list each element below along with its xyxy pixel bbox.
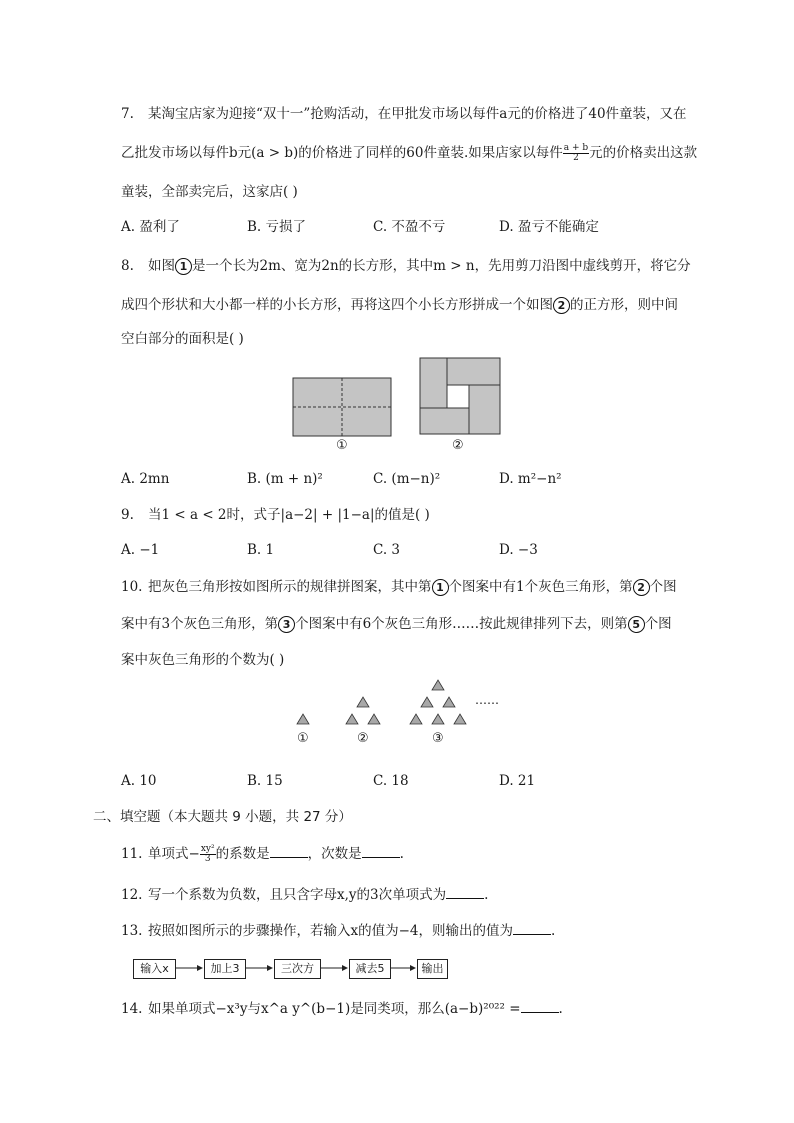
option-d: D. m²−n² [499, 471, 562, 487]
rectangle-figure-1 [293, 378, 391, 436]
q7-line3: 童装，全部卖完后，这家店( ) [121, 184, 298, 200]
figure-label-3: ③ [432, 731, 444, 746]
question-number: 10. [121, 579, 143, 595]
question-number: 14. [121, 1001, 143, 1017]
option-a: A. 盈利了 [121, 219, 180, 235]
flow-step-subtract: 减去5 [349, 959, 391, 979]
answer-blank[interactable] [513, 922, 551, 935]
question-number: 13. [121, 923, 143, 939]
circled-number: 1 [175, 258, 192, 275]
option-c: C. 不盈不亏 [373, 219, 446, 235]
answer-blank[interactable] [270, 845, 308, 858]
option-a: A. 2mn [121, 471, 170, 487]
answer-blank[interactable] [446, 886, 484, 899]
q7-line1: 某淘宝店家为迎接“双十一”抢购活动，在甲批发市场以每件a元的价格进了40件童装，又在 [148, 106, 687, 122]
circled-number: 1 [432, 579, 449, 596]
option-b: B. 亏损了 [247, 219, 307, 235]
circled-number: 2 [553, 297, 570, 314]
option-c: C. (m−n)² [373, 471, 441, 487]
figure-label-1: ① [336, 438, 348, 453]
fraction: $\frac{a + b}{2}$ [563, 143, 589, 163]
question-number: 12. [121, 887, 143, 903]
figure-label-2: ② [452, 438, 464, 453]
pattern-3 [410, 680, 466, 724]
option-d: D. 盈亏不能确定 [499, 219, 599, 235]
flow-step-output: 输出 [417, 959, 448, 979]
ellipsis: …… [475, 693, 499, 707]
option-d: D. −3 [499, 542, 538, 558]
option-c: C. 3 [373, 542, 401, 558]
section-heading: 二、填空题（本大题共 9 小题，共 27 分） [93, 809, 352, 825]
flow-step-cube: 三次方 [274, 959, 321, 979]
option-c: C. 18 [373, 773, 409, 789]
question-number: 8. [121, 258, 134, 274]
flow-step-input: 输入x [133, 959, 176, 979]
question-number: 11. [121, 846, 143, 862]
option-a: A. 10 [121, 773, 157, 789]
option-a: A. −1 [121, 542, 160, 558]
pattern-1 [297, 714, 309, 724]
option-d: D. 21 [499, 773, 536, 789]
answer-blank[interactable] [362, 845, 400, 858]
question-number: 9. [121, 507, 134, 523]
option-b: B. 15 [247, 773, 283, 789]
blank-center [447, 385, 469, 408]
answer-blank[interactable] [521, 1000, 559, 1013]
square-figure-2 [419, 356, 503, 436]
figure-label-1: ① [297, 731, 309, 746]
option-b: B. 1 [247, 542, 275, 558]
circled-number: 3 [278, 616, 295, 633]
option-b: B. (m + n)² [247, 471, 323, 487]
circled-number: 2 [633, 579, 650, 596]
pattern-2 [346, 697, 380, 724]
flow-step-add: 加上3 [204, 959, 246, 979]
figure-label-2: ② [357, 731, 369, 746]
question-number: 7. [121, 106, 134, 122]
circled-number: 5 [628, 616, 645, 633]
